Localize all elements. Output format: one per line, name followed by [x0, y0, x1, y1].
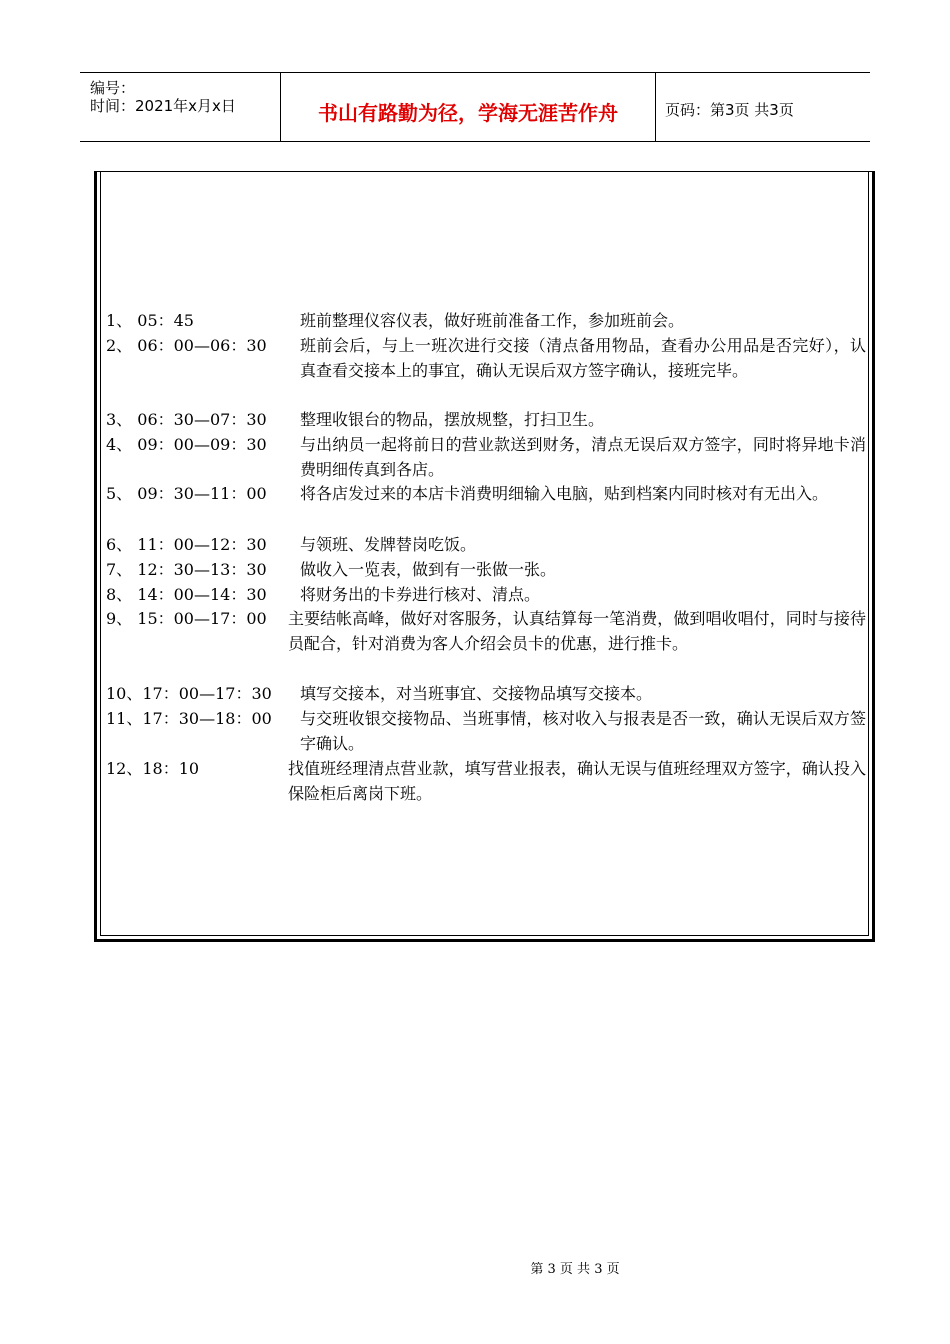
document-header: [80, 72, 870, 142]
schedule-time: 9、 15：00—17：00: [106, 609, 267, 628]
schedule-task: 整理收银台的物品，摆放规整，打扫卫生。: [300, 410, 605, 429]
schedule-time: 6、 11：00—12：30: [106, 535, 267, 554]
schedule-time: 7、 12：30—13：30: [106, 560, 267, 579]
schedule-task: 填写交接本，对当班事宜、交接物品填写交接本。: [300, 684, 653, 703]
header-meta-cell: [80, 73, 280, 141]
footer-page-number: 第 3 页 共 3 页: [530, 1262, 620, 1277]
schedule-item: [106, 533, 866, 558]
schedule-item: [106, 682, 866, 707]
schedule-time: 12、18：10: [106, 759, 200, 778]
header-page-info: 页码：第3页 共3页: [665, 101, 794, 119]
header-page-cell: [655, 73, 870, 141]
header-motto-cell: [280, 73, 656, 141]
schedule-item: [106, 309, 866, 334]
schedule-task: 找值班经理清点营业款，填写营业报表，确认无误与值班经理双方签字，确认投入保险柜后离岗下班。: [288, 759, 866, 803]
schedule-time: 4、 09：00—09：30: [106, 435, 267, 454]
schedule-item: [106, 408, 866, 433]
page-footer: [0, 1258, 950, 1277]
schedule-item: [106, 757, 866, 806]
schedule-item: [106, 558, 866, 583]
schedule-item: [106, 433, 866, 482]
schedule-time: 1、 05：45: [106, 311, 194, 330]
schedule-time: 10、17：00—17：30: [106, 684, 272, 703]
schedule-task: 将各店发过来的本店卡消费明细输入电脑，贴到档案内同时核对有无出入。: [300, 484, 829, 503]
schedule-item: [106, 607, 866, 681]
schedule-task: 与出纳员一起将前日的营业款送到财务，清点无误后双方签字，同时将异地卡消费明细传真到各店。: [300, 435, 866, 479]
schedule-time: 8、 14：00—14：30: [106, 585, 267, 604]
document-time-label: 时间：2021年x月x日: [90, 97, 236, 115]
header-motto: 书山有路勤为径，学海无涯苦作舟: [318, 101, 618, 125]
schedule-item: [106, 583, 866, 608]
schedule-item: [106, 482, 866, 531]
schedule-task: 与领班、发牌替岗吃饭。: [300, 535, 477, 554]
schedule-task: 主要结帐高峰，做好对客服务，认真结算每一笔消费，做到唱收唱付，同时与接待员配合，针对消费为客人介绍会员卡的优惠，进行推卡。: [288, 609, 866, 653]
schedule-time: 2、 06：00—06：30: [106, 336, 267, 355]
schedule-time: 5、 09：30—11：00: [106, 484, 267, 503]
schedule-time: 3、 06：30—07：30: [106, 410, 267, 429]
schedule-task: 将财务出的卡券进行核对、清点。: [300, 585, 541, 604]
schedule-item: [106, 334, 866, 408]
schedule-task: 做收入一览表，做到有一张做一张。: [300, 560, 557, 579]
schedule-task: 班前整理仪容仪表，做好班前准备工作，参加班前会。: [300, 311, 685, 330]
schedule-item: [106, 707, 866, 756]
document-number-label: 编号：: [90, 79, 136, 97]
schedule-task: 与交班收银交接物品、当班事情，核对收入与报表是否一致，确认无误后双方签字确认。: [300, 709, 866, 753]
schedule-task: 班前会后，与上一班次进行交接（清点备用物品，查看办公用品是否完好），认真查看交接本上的事宜，确认无误后双方签字确认，接班完毕。: [300, 336, 866, 380]
schedule-time: 11、17：30—18：00: [106, 709, 272, 728]
